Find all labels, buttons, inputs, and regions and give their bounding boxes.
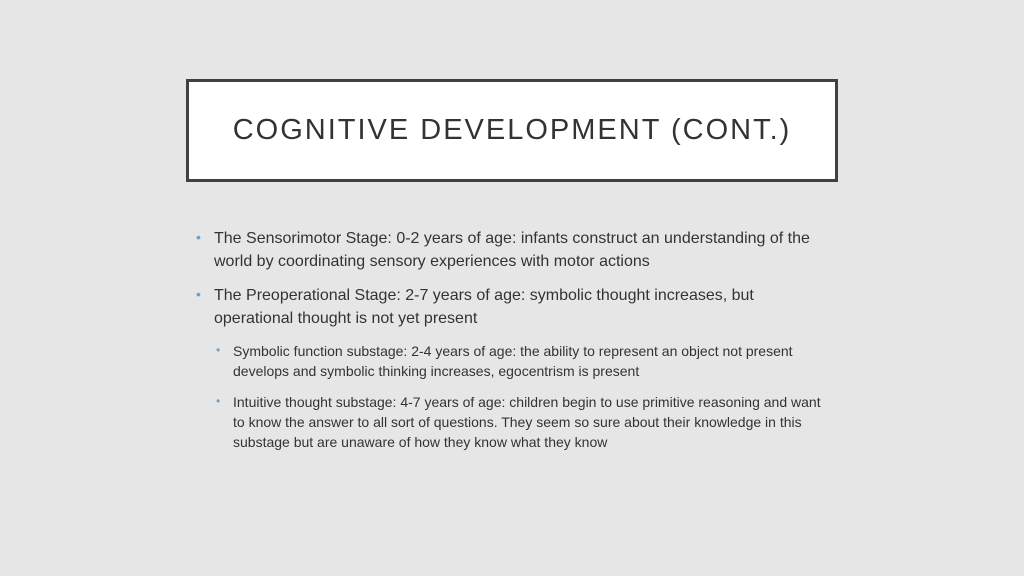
sub-bullet-icon: •	[216, 394, 221, 408]
bullet-icon: •	[196, 229, 201, 245]
sub-bullet-item-intuitive-thought	[196, 392, 828, 452]
slide-content	[196, 227, 828, 463]
title-box	[186, 79, 838, 182]
slide-title: COGNITIVE DEVELOPMENT (CONT.)	[232, 114, 792, 146]
bullet-icon: •	[196, 286, 201, 302]
bullet-item-preoperational	[196, 284, 828, 330]
sub-bullet-text: Intuitive thought substage: 4-7 years of age: children begin to use primitive reasoning and want to know the answer to all sort of questions. They seem so sure about their knowledge in this substage but are unaware of how they know what they know	[233, 394, 821, 450]
sub-bullet-item-symbolic-function	[196, 341, 828, 381]
sub-bullet-text: Symbolic function substage: 2-4 years of age: the ability to represent an object not present develops and symbolic thinking increases, egocentrism is present	[233, 343, 793, 379]
sub-bullet-icon: •	[216, 343, 221, 357]
bullet-text: The Sensorimotor Stage: 0-2 years of age: infants construct an understanding of the world by coordinating sensory experiences with motor actions	[214, 230, 810, 270]
bullet-item-sensorimotor	[196, 227, 828, 273]
bullet-text: The Preoperational Stage: 2-7 years of age: symbolic thought increases, but operational thought is not yet present	[214, 287, 754, 327]
